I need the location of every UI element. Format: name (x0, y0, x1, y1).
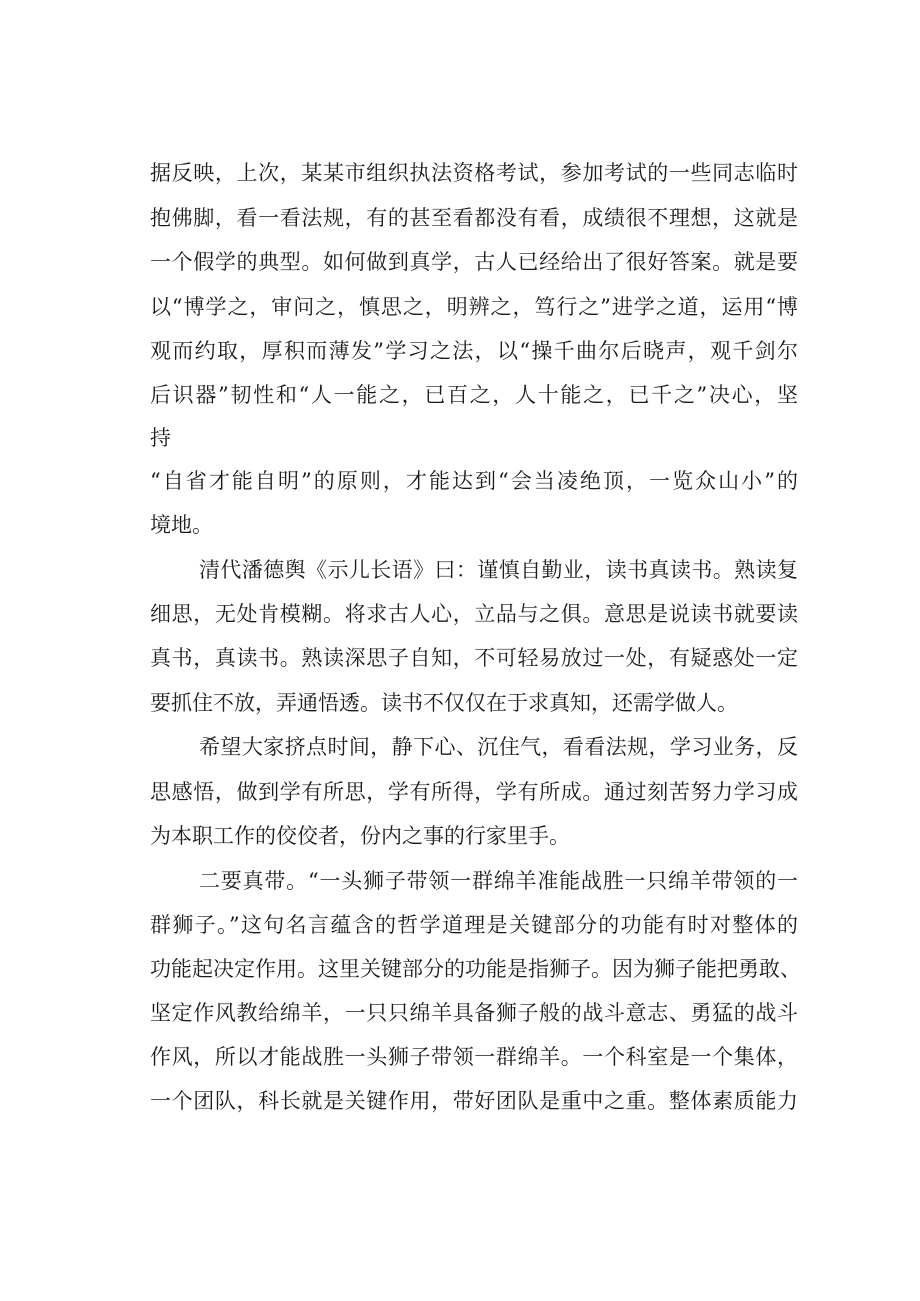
text-line: 后识器”韧性和“人一能之，已百之，人十能之，已千之”决心，坚 (150, 383, 798, 407)
text-line: 思感悟，做到学有所思，学有所得，学有所成。通过刻苦努力学习成 (150, 780, 798, 804)
text-line: 细思，无处肯模糊。将求古人心，立品与之俱。意思是说读书就要读 (150, 602, 798, 626)
text-line: 以“博学之，审问之，慎思之，明辨之，笃行之”进学之道，运用“博 (150, 295, 798, 319)
paragraph-first-line: 清代潘德舆《示儿长语》曰：谨慎自勤业，读书真读书。熟读复 (199, 558, 798, 582)
text-line: 持 (150, 426, 171, 450)
text-line: 要抓住不放，弄通悟透。读书不仅仅在于求真知，还需学做人。 (150, 691, 738, 715)
text-line: 抱佛脚，看一看法规，有的甚至看都没有看，成绩很不理想，这就是 (150, 206, 798, 230)
text-line: 境地。 (150, 513, 213, 537)
text-line: 观而约取，厚积而薄发”学习之法，以“操千曲尔后晓声，观千剑尔 (150, 339, 798, 363)
text-line: 为本职工作的佼佼者，份内之事的行家里手。 (150, 824, 570, 848)
text-line: “自省才能自明”的原则，才能达到“会当凌绝顶，一览众山小”的 (150, 469, 798, 493)
text-line: 据反映，上次，某某市组织执法资格考试，参加考试的一些同志临时 (150, 161, 798, 185)
text-line: 作风，所以才能战胜一头狮子带领一群绵羊。一个科室是一个集体， (150, 1045, 798, 1069)
text-line: 群狮子。”这句名言蕴含的哲学道理是关键部分的功能有时对整体的 (150, 913, 798, 937)
text-line: 一个团队，科长就是关键作用，带好团队是重中之重。整体素质能力 (150, 1089, 798, 1113)
text-line: 功能起决定作用。这里关键部分的功能是指狮子。因为狮子能把勇敢、 (150, 957, 801, 981)
text-line: 坚定作风教给绵羊，一只只绵羊具备狮子般的战斗意志、勇猛的战斗 (150, 1001, 798, 1025)
text-line: 真书，真读书。熟读深思子自知，不可轻易放过一处，有疑惑处一定 (150, 646, 798, 670)
paragraph-first-line: 希望大家挤点时间，静下心、沉住气，看看法规，学习业务，反 (199, 735, 798, 759)
paragraph-first-line: 二要真带。“一头狮子带领一群绵羊准能战胜一只绵羊带领的一 (199, 869, 798, 893)
text-line: 一个假学的典型。如何做到真学，古人已经给出了很好答案。就是要 (150, 250, 798, 274)
